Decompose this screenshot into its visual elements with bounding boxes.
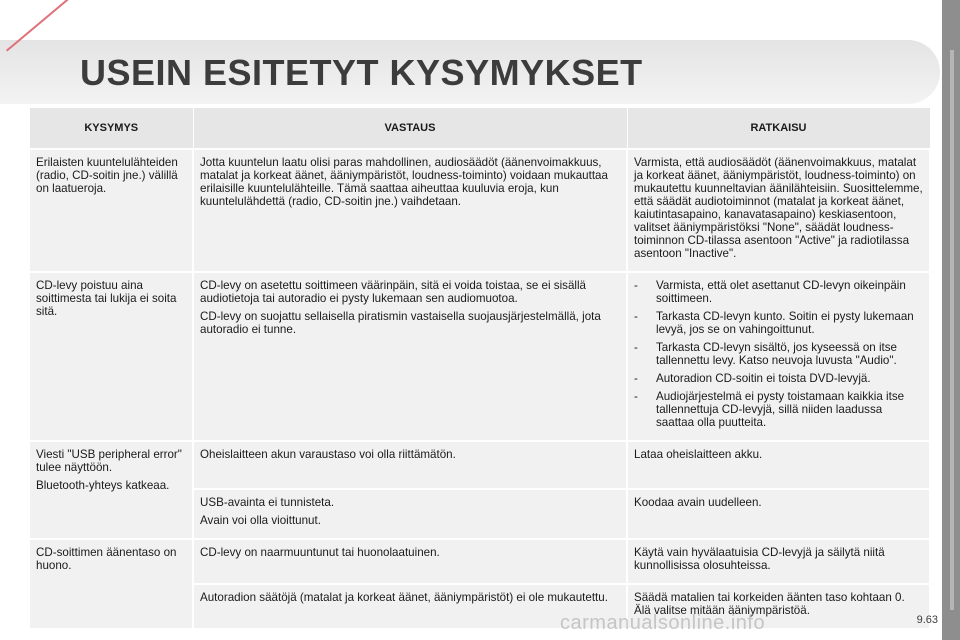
answer-cell — [193, 539, 627, 584]
answer-cell — [193, 149, 627, 272]
question-text: CD-levy poistuu aina soittimesta tai lukija ei soita sitä. — [36, 279, 177, 318]
question-text: Erilaisten kuuntelulähteiden (radio, CD-soitin jne.) välillä on laatueroja. — [36, 156, 178, 195]
solution-cell — [627, 539, 930, 584]
list-item — [634, 310, 923, 336]
table-row — [30, 441, 930, 489]
answer-cell — [193, 441, 627, 489]
solution-cell — [627, 441, 930, 489]
question-text: Bluetooth-yhteys katkeaa. — [36, 479, 170, 492]
page-title: USEIN ESITETYT KYSYMYKSET — [80, 52, 643, 93]
answer-text: CD-levy on suojattu sellaisella piratismin vastaisella suojausjärjestelmällä, jota autoradio ei tunne. — [200, 310, 601, 336]
list-item-text: Audiojärjestelmä ei pysty toistamaan kaikkia itse tallennettuja CD-levyjä, sillä niiden laadussa saattaa olla puutteita. — [656, 390, 905, 429]
faq-table — [30, 108, 931, 628]
solution-text: Lataa oheislaitteen akku. — [634, 448, 763, 461]
answer-text: USB-avainta ei tunnisteta. — [200, 496, 335, 509]
watermark: carmanualsonline.info — [560, 612, 766, 634]
solution-text: Säädä matalien tai korkeiden äänten taso kohtaan 0. — [634, 591, 905, 604]
dash-bullet: - — [634, 390, 638, 403]
header-solution: RATKAISU — [627, 108, 930, 149]
list-item-text: Tarkasta CD-levyn sisältö, jos kyseessä on itse tallennettu levy. Katso neuvoja luvusta "Audio". — [656, 341, 897, 367]
answer-text: Avain voi olla vioittunut. — [200, 514, 321, 527]
page-edge-band-inner — [950, 50, 954, 610]
list-item-text: Tarkasta CD-levyn kunto. Soitin ei pysty lukemaan levyä, jos se on vahingoittunut. — [656, 310, 914, 336]
solution-text: Käytä vain hyvälaatuisia CD-levyjä ja säilytä niitä kunnollisissa olosuhteissa. — [634, 546, 885, 572]
table-row — [30, 149, 930, 272]
question-text: Viesti "USB peripheral error" tulee näyttöön. — [36, 448, 182, 474]
list-item-text: Autoradion CD-soitin ei toista DVD-levyjä. — [656, 372, 871, 385]
solution-text: Varmista, että audiosäädöt (äänenvoimakkuus, matalat ja korkeat äänet, ääniympäristöt, loudness-toiminto) on mukautettu kuunneltavian äänilähteisiin. Suosittelemme, että säädät audiotoiminnot (matalat ja korkeat äänet, kaiutintasapaino, kanavatasapaino) keskiasentoon, valitset ääniympäristöksi "None", säädät loudness-toiminnon CD-tilassa asentoon "Active" ja radiotilassa asentoon "Inactive". — [634, 156, 923, 260]
page-number: 9.63 — [916, 614, 938, 626]
question-cell — [30, 149, 193, 272]
list-item — [634, 372, 923, 385]
table-row — [30, 539, 930, 584]
answer-text: Oheislaitteen akun varaustaso voi olla riittämätön. — [200, 448, 456, 461]
dash-bullet: - — [634, 310, 638, 323]
answer-text: Autoradion säätöjä (matalat ja korkeat äänet, ääniympäristöt) ei ole mukautettu. — [200, 591, 608, 604]
solution-list — [634, 279, 923, 429]
list-item — [634, 341, 923, 367]
question-text: CD-soittimen äänentaso on huono. — [36, 546, 177, 572]
solution-text: Älä valitse mitään ääniympäristöä. — [634, 604, 810, 617]
solution-text: Koodaa avain uudelleen. — [634, 496, 762, 509]
list-item-text: Varmista, että olet asettanut CD-levyn oikeinpäin soittimeen. — [656, 279, 906, 305]
faq-header-row — [30, 108, 930, 149]
answer-cell — [193, 272, 627, 441]
answer-text: Jotta kuuntelun laatu olisi paras mahdollinen, audiosäädöt (äänenvoimakkuus, matalat ja korkeat äänet, ääniympäristöt, loudness-toiminto) voidaan mukauttaa erilaisille kuuntelulähteille. Tämä saattaa aiheuttaa kuuluvia eroja, kun kuuntelulähdettä (radio, CD-soitin jne.) vaihdetaan. — [200, 156, 608, 208]
header-question: KYSYMYS — [30, 108, 193, 149]
question-cell — [30, 441, 193, 539]
list-item — [634, 390, 923, 429]
page-edge-band — [942, 0, 960, 640]
answer-text: CD-levy on asetettu soittimeen väärinpäin, sitä ei voida toistaa, se ei sisällä audiotietoja tai autoradio ei pysty lukemaan sen audiomuotoa. — [200, 279, 587, 305]
solution-cell — [627, 149, 930, 272]
table-row — [30, 272, 930, 441]
solution-cell — [627, 489, 930, 539]
answer-text: CD-levy on naarmuuntunut tai huonolaatuinen. — [200, 546, 440, 559]
question-cell — [30, 539, 193, 628]
answer-cell — [193, 489, 627, 539]
dash-bullet: - — [634, 341, 638, 354]
solution-cell — [627, 272, 930, 441]
dash-bullet: - — [634, 372, 638, 385]
dash-bullet: - — [634, 279, 638, 292]
list-item — [634, 279, 923, 305]
header-answer: VASTAUS — [193, 108, 627, 149]
question-cell — [30, 272, 193, 441]
